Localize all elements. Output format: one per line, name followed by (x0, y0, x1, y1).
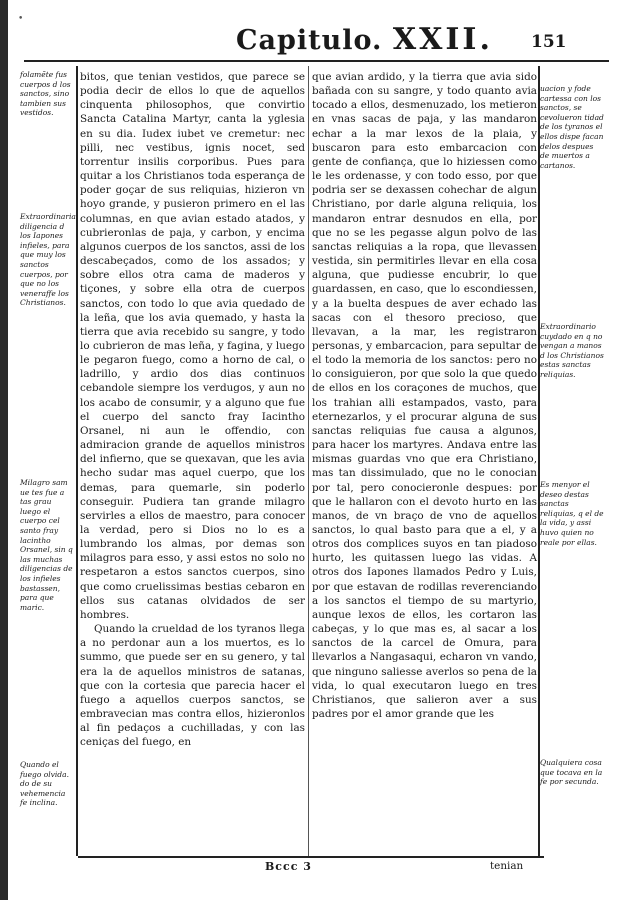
margin-note: Milagro sam ue tes fue a tas grau luego el cuerpo cel santo fray lacintho Orsanel, sin q las muchas diligencias de los infieles bastassen, para que maric. (20, 478, 73, 612)
chapter-title-word: Capitulo. (236, 25, 383, 56)
margin-note: Es menyor el deseo destas sanctas reliquias, q el de la vida, y assi huvo quien no reale por ellas. (540, 480, 604, 547)
paragraph: que avian ardido, y la tierra que avia sido bañada con su sangre, y todo quanto avia tocado a ellos, desmenuzado, los metieron en vnas sacas de paja, y las mandaron echar a la mar lexos de la plaia, y buscaron para esto embarcacion con gente de confiança, que lo hiziessen como le les ordenasse, y con todo esso, por que podria ser se dexassen cohechar de algun Christiano, por darle alguna reliquia, los mandaron entrar desnudos en ella, por que no se les pegasse algun polvo de las sanctas reliquias a la ropa, que llevassen vestida, sin permitirles llevar en ella cosa alguna, que pudiesse encubrir, lo que guardassen, en caso, que lo escondiessen, y a la buelta despues de aver echado las sacas con el thesoro precioso, que llevavan, a la mar, les registraron personas, y embarcacion, para sepultar de el todo la memoria de los sanctos: pero no lo consiguieron, por que solo la que quedo de ellos en los coraçones de muchos, que los trahian alli estampados, vasto, para eternezarlos, y el procurar alguna de sus sanctas reliquias fue causa a algunos, para hacer los martyres. Andava entre las mismas guardas vno que era Christiano, mas tan dissimulado, que no le conocian por tal, pero conocieronle despues: por que le hallaron con el devoto hurto en las manos, de vn braço de vno de aquellos sanctos, lo qual basto para que a el, y a otros dos complices suyos en tan piadoso hurto, les quitassen luego las vidas. A otros dos Iapones llamados Pedro y Luis, por que estavan de rodillas reverenciando a los sanctos el tiempo de su martyrio, aunque lexos de ellos, les cortaron las cabeças, y lo que mas es, al sacar a los sanctos de la carcel de Omura, para llevarlos a Nangasaqui, echaron vn vando, que ninguno saliesse averlos so pena de la vida, lo qual executaron luego en tres Christianos, que salieron aver a sus padres por el amor grande que les (312, 71, 537, 721)
margin-note: Extraordinaria diligencia d los Iapones infieles, para que muy los sanctos cuerpos, por que no los veneraffe los Christianos. (20, 212, 76, 308)
paragraph: Quando la crueldad de los tyranos llega a no perdonar aun a los muertos, es lo summo, que puede ser en su genero, y tal era la de aquellos ministros de satanas, que con la cortesia que parecia hacer el fuego a aquellos cuerpos sanctos, se embravecian mas contra ellos, hizieronlos al fin pedaços a cuchilladas, y con las ceniças del fuego, en (80, 623, 305, 749)
margin-note: uacion y fode cartessa con los sanctos, se cevolueron tidad de los tyranos el ellos dispe facan delos despues de muertos a cartanos. (540, 84, 604, 170)
margin-note: Qualquiera cosa que tocava en la fe por secunda. (540, 758, 603, 787)
chapter-number: XXII. (392, 22, 493, 57)
page-footer (0, 860, 623, 882)
chapter-title (236, 22, 493, 57)
margin-note: folamẽte fus cuerpos d los sanctos, sino tambien sus vestidos. (20, 70, 71, 118)
left-margin-rule (76, 66, 78, 856)
page-number: 151 (531, 32, 567, 52)
signature-mark: Bccc 3 (265, 860, 312, 873)
footer-rule (78, 856, 544, 858)
page-edge-shadow (0, 0, 8, 900)
margin-note: Quando el fuego olvida. do de su vehemencia fe inclina. (20, 760, 69, 808)
paragraph: bitos, que tenian vestidos, que parece se podia decir de ellos lo que de aquellos cinquenta philosophos, que convirtio Sancta Catalina Martyr, canta la yglesia en su dia. Iudex iubet ve cremetur: nec pilli, nec vestibus, ignis nocet, sed torrentur insilis corporibus. Pues para quitar a los Christianos toda esperança de poder goçar de sus reliquias, hizieron vn hoyo grande, y pusieron primero en el las columnas, en que avian estado atados, y cubrieronlas de paja, y carbon, y encima algunos cuerpos de los sanctos, assi de los descabeçados, como de los assados; y sobre ellos otra cama de maderos y tiçones, y sobre ella otra de cuerpos sanctos, con todo lo que avia quedado de la leña, que los avia quemado, y hasta la tierra que avia recebido su sangre, y todo lo cubrieron de mas leña, y fagina, y luego le pegaron fuego, como a horno de cal, o ladrillo, y ardio dos dias continuos cebandole siempre los verdugos, y aun no los acabo de consumir, y a alguno que fue el cuerpo del sancto fray Iacintho Orsanel, ni aun le offendio, con admiracion grande de aquellos ministros del infierno, que se quexavan, que les avia hecho sudar mas aquel cuerpo, que los demas, para quemarle, sin poderlo conseguir. Pudiera tan grande milagro servirles a ellos de maestro, para conocer la verdad, pero si Dios no lo es a lumbrando los almas, por demas son milagros para esso, y assi estos no solo no respetaron a estos sanctos cuerpos, sino que como cruelissimas bestias cebaron en ellos sus catanas olvidados de ser hombres. (80, 71, 305, 621)
corner-mark: • (18, 14, 24, 24)
column-gutter-rule (308, 66, 309, 856)
text-column-left (80, 70, 305, 750)
text-column-right (312, 70, 537, 721)
header-rule (24, 60, 609, 62)
right-margin-rule (538, 66, 540, 856)
margin-note: Extraordinario cuydado en q no vengan a manos d los Christianos estas sanctas reliquias. (540, 322, 604, 379)
catchword: tenian (490, 860, 524, 872)
